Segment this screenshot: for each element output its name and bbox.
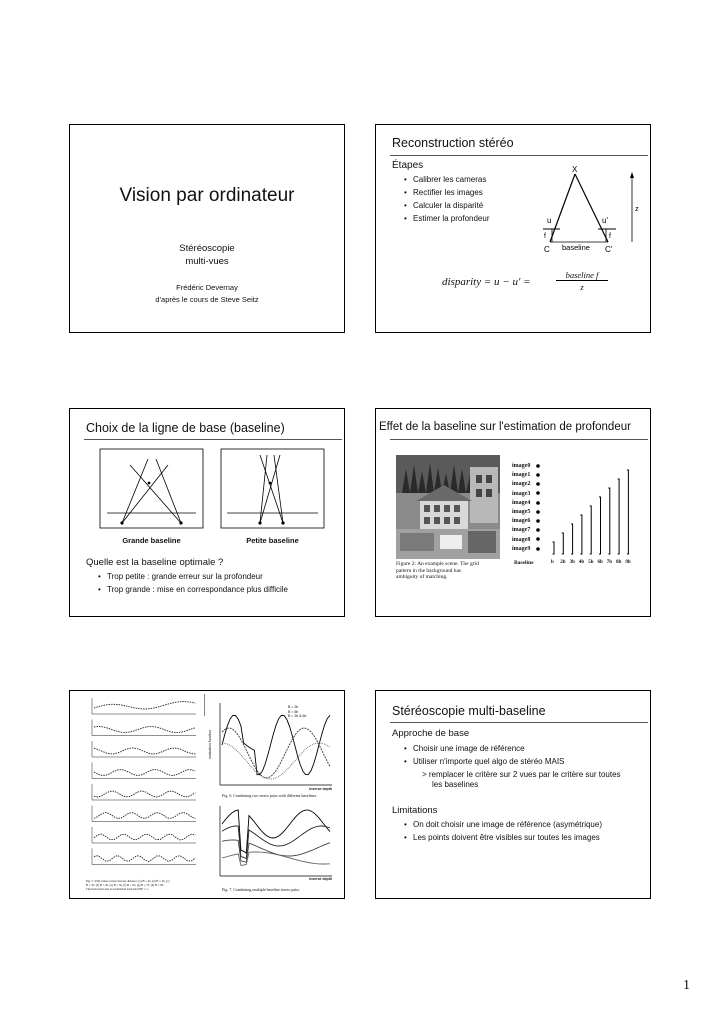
image-label: image4 bbox=[512, 499, 531, 506]
fig6-plot bbox=[210, 699, 336, 797]
bullet-item: • Trop grande : mise en correspondance plus difficile bbox=[107, 585, 288, 594]
baseline-axis-label: Baseline bbox=[514, 560, 534, 566]
label-u-prime: u' bbox=[602, 216, 608, 225]
optimal-baseline-question: Quelle est la baseline optimale ? bbox=[86, 557, 224, 568]
slide-heading: Choix de la ligne de base (baseline) bbox=[86, 421, 285, 435]
fig6-y-label: evaluation function bbox=[208, 729, 212, 759]
slide-heading: Reconstruction stéréo bbox=[392, 136, 514, 150]
baseline-tick: 6b bbox=[597, 560, 603, 565]
caption-line: The horizontal axis is normalized such that 8bF = 1. bbox=[86, 887, 149, 891]
slide-baseline-choice bbox=[69, 408, 345, 617]
ssd-axes bbox=[92, 784, 196, 800]
disparity-formula-numerator: baseline f bbox=[556, 270, 608, 281]
baseline-tick: 4b bbox=[578, 560, 585, 565]
fig7-curve bbox=[222, 852, 330, 865]
fig6-x-label: inverse depth bbox=[309, 787, 332, 791]
interval-bar bbox=[618, 479, 620, 554]
ssd-curves-plot bbox=[84, 694, 211, 882]
baseline-tick: 8b bbox=[616, 560, 622, 565]
disparity-formula-denominator: z bbox=[580, 282, 584, 292]
bullet-item: • Rectifier les images bbox=[413, 188, 483, 197]
interval-bar bbox=[562, 533, 564, 554]
bullet-item: • Utiliser n'importe quel algo de stéréo MAIS bbox=[413, 757, 564, 766]
baseline-tick: 3b bbox=[569, 560, 575, 565]
fig7-curve bbox=[222, 810, 330, 853]
page-number: 1 bbox=[683, 978, 690, 993]
slide-title bbox=[69, 124, 345, 333]
slide-subtitle-1: Stéréoscopie bbox=[179, 243, 235, 254]
label-X: X bbox=[572, 165, 578, 174]
slide-multibaseline bbox=[375, 690, 651, 899]
figure-caption-line: pattern in the background has bbox=[396, 567, 462, 574]
image-label: image5 bbox=[512, 509, 531, 516]
bullet-item: • Estimer la profondeur bbox=[413, 214, 489, 223]
image-label: image9 bbox=[512, 545, 531, 552]
interval-bar bbox=[553, 542, 555, 554]
caption-line: Fig. 5. SSD values versus inverse distance: (a) B = 4b, (b) B = 2b, (c) bbox=[86, 879, 170, 883]
caption-small-baseline: Petite baseline bbox=[246, 536, 299, 545]
disparity-formula-lhs: disparity = u − u′ = bbox=[442, 276, 531, 288]
bullet-item: • On doit choisir une image de référence (asymétrique) bbox=[413, 820, 602, 829]
title-rule bbox=[390, 722, 648, 723]
slide-title-heading: Vision par ordinateur bbox=[119, 185, 295, 206]
section-heading: Limitations bbox=[392, 805, 438, 816]
slide-credit: d'après le cours de Steve Seitz bbox=[155, 295, 259, 304]
sub-bullet: > remplacer le critère sur 2 vues par le critère sur toutes bbox=[422, 770, 621, 779]
fig6-panel bbox=[210, 699, 336, 797]
bullet-item: • Calculer la disparité bbox=[413, 201, 483, 210]
baseline-ticks bbox=[376, 560, 651, 568]
fig6-curve bbox=[222, 728, 330, 778]
slide-heading: Effet de la baseline sur l'estimation de profondeur bbox=[379, 421, 631, 433]
baseline-tick: 9b bbox=[625, 560, 631, 565]
ssd-curve bbox=[94, 791, 195, 797]
baseline-tick: 7b bbox=[606, 560, 613, 565]
figure-caption-line: Figure 2: An example scene. The grid bbox=[396, 561, 479, 567]
ssd-curve bbox=[94, 856, 195, 862]
fig6-caption: Fig. 6. Combining two stereo pairs with different baselines. bbox=[222, 793, 318, 798]
legend-entry: B = 6b bbox=[288, 709, 299, 714]
ssd-curves-panel bbox=[84, 694, 211, 894]
interval-bar bbox=[590, 506, 592, 554]
section-heading: Approche de base bbox=[392, 728, 470, 739]
interval-bar bbox=[627, 470, 629, 554]
interval-bar bbox=[599, 497, 601, 554]
bullet-item: • Choisir une image de référence bbox=[413, 744, 525, 753]
image-label: image3 bbox=[512, 490, 531, 497]
interval-bar bbox=[608, 488, 610, 554]
fig6-legend bbox=[288, 705, 306, 719]
figure-caption-line: ambiguity of matching. bbox=[396, 574, 448, 580]
steps-heading: Étapes bbox=[392, 160, 424, 171]
image-label: image0 bbox=[512, 463, 531, 469]
ssd-axes bbox=[92, 827, 196, 843]
slide-ssd-figures bbox=[69, 690, 345, 899]
ssd-curve bbox=[94, 702, 195, 709]
bullet-item: • Calibrer les cameras bbox=[413, 175, 486, 184]
baseline-intervals-figure bbox=[376, 409, 651, 617]
interval-bar bbox=[571, 524, 573, 554]
slide-author: Frédéric Devernay bbox=[176, 283, 238, 292]
caption-large-baseline: Grande baseline bbox=[122, 536, 181, 545]
fig6-curve bbox=[222, 715, 330, 774]
slide-reconstruction bbox=[375, 124, 651, 333]
legend-entry: B = 2b & 6b bbox=[288, 714, 307, 718]
fig7-caption: Fig. 7. Combining multiple baseline stereo pairs. bbox=[222, 887, 301, 892]
fig7-curve bbox=[222, 840, 330, 862]
label-f-left: f bbox=[544, 233, 546, 240]
fig7-x-label: inverse depth bbox=[309, 877, 332, 881]
label-C-prime: C' bbox=[605, 245, 613, 254]
baseline-tick: 5b bbox=[588, 560, 594, 565]
ssd-axes bbox=[92, 720, 196, 736]
label-baseline: baseline bbox=[562, 243, 590, 252]
interval-bar bbox=[580, 515, 582, 554]
ssd-curve bbox=[94, 813, 195, 819]
image-label: image8 bbox=[512, 536, 531, 543]
ssd-curve bbox=[94, 727, 195, 733]
caption-line: B = 3b, (d) B = 4b, (e) B = 5b, (f) B = 6b, (g) B = 7b, (h) B = 8b. bbox=[86, 883, 164, 887]
label-f-right: f bbox=[609, 233, 611, 240]
baseline-tick: 2b bbox=[560, 560, 566, 565]
ssd-axes bbox=[92, 763, 196, 779]
baseline-tick: b bbox=[551, 560, 554, 565]
image-label: image2 bbox=[512, 481, 531, 488]
scan-edge bbox=[204, 694, 205, 716]
slide-baseline-effect bbox=[375, 408, 651, 617]
bullet-item: • Les points doivent être visibles sur toutes les images bbox=[413, 833, 600, 842]
ssd-axes bbox=[92, 698, 196, 714]
label-C: C bbox=[544, 245, 550, 254]
slide-heading: Stéréoscopie multi-baseline bbox=[392, 704, 546, 718]
left-figure-caption bbox=[86, 879, 169, 891]
image-label: image6 bbox=[512, 518, 531, 525]
label-z: z bbox=[635, 204, 639, 213]
ssd-axes bbox=[92, 849, 196, 865]
ssd-curve bbox=[94, 770, 195, 776]
ssd-curve bbox=[94, 834, 195, 840]
image-label: image7 bbox=[512, 527, 531, 534]
legend-entry: B = 2b bbox=[288, 705, 299, 709]
fig7-plot bbox=[210, 804, 336, 884]
fig7-panel bbox=[210, 804, 336, 884]
sub-bullet-continued: les baselines bbox=[432, 780, 479, 789]
slide-subtitle-2: multi-vues bbox=[185, 256, 229, 267]
image-label: image1 bbox=[512, 472, 531, 479]
bullet-item: • Trop petite : grande erreur sur la profondeur bbox=[107, 572, 263, 581]
label-u: u bbox=[547, 216, 552, 225]
fig6-curve bbox=[222, 743, 330, 779]
stereo-triangle-diagram bbox=[376, 125, 651, 333]
ssd-curve bbox=[94, 748, 195, 754]
